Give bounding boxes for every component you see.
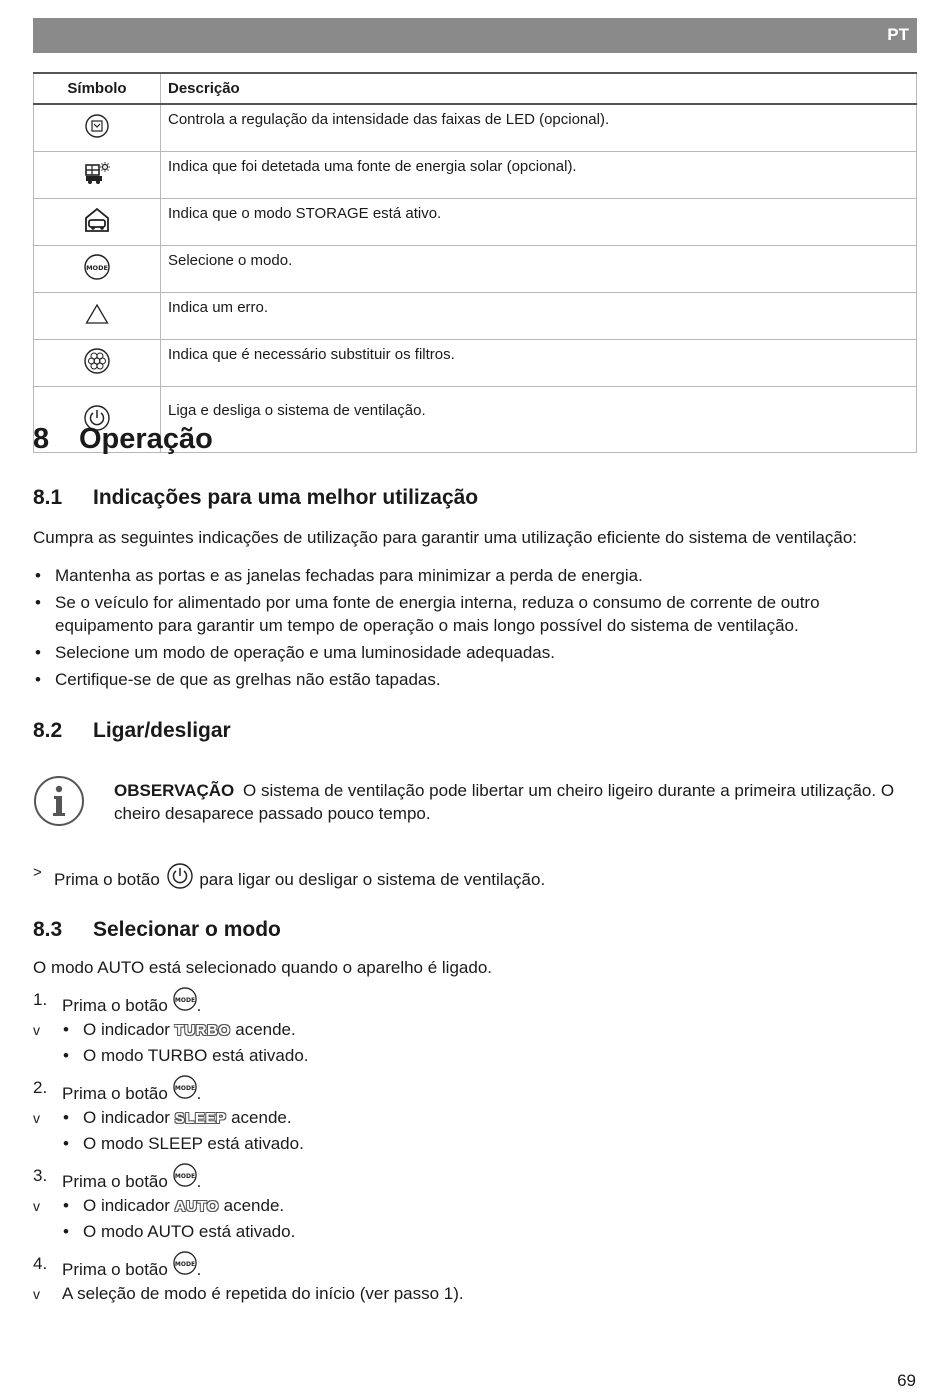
mode-button-icon — [173, 1075, 197, 1104]
list-item: • Certifique-se de que as grelhas não estão tapadas. — [33, 668, 903, 691]
table-cell: Indica um erro. — [161, 293, 917, 340]
indicator-text: O indicador — [83, 1196, 170, 1215]
table-cell: Selecione o modo. — [161, 246, 917, 293]
table-cell: Liga e desliga o sistema de ventilação. — [161, 387, 917, 453]
info-icon — [33, 775, 85, 832]
note-body: O sistema de ventilação pode libertar um cheiro ligeiro durante a primeira utilização. O cheiro desaparece passado pouco tempo. — [114, 781, 895, 823]
repeat-result-text: A seleção de modo é repetida do início (ver passo 1). — [62, 1284, 464, 1303]
section-8-1-intro: Cumpra as seguintes indicações de utilização para garantir uma utilização eficiente do sistema de ventilação: — [33, 528, 858, 547]
mode-button-icon — [84, 254, 110, 284]
solar-vehicle-icon — [84, 161, 110, 189]
mode-icon-label: MODE — [174, 1172, 195, 1180]
section-number: 8.3 — [33, 918, 63, 941]
col-description-header: Descrição — [161, 73, 917, 104]
result-marker: v — [33, 1110, 40, 1126]
bullet: • — [63, 1196, 69, 1215]
section-title: Selecionar o modo — [93, 918, 281, 941]
list-item: • Mantenha as portas e as janelas fechadas para minimizar a perda de energia. — [33, 564, 903, 587]
action-text-after: para ligar ou desligar o sistema de ventilação. — [199, 869, 546, 889]
mode-button-icon — [173, 1251, 197, 1280]
section-number: 8.2 — [33, 719, 63, 742]
step-text: Prima o botão — [62, 1084, 168, 1103]
step-number: 2. — [33, 1078, 48, 1097]
turbo-indicator-icon: TURBO — [174, 1022, 231, 1039]
symbol-table — [33, 72, 917, 453]
power-action — [33, 864, 913, 890]
section-8-2-heading — [33, 719, 231, 743]
mode-button-icon — [173, 987, 197, 1016]
page-number: 69 — [897, 1371, 916, 1390]
table-row — [34, 246, 917, 293]
bullet: • — [63, 1108, 69, 1127]
usage-bullet-list — [33, 564, 903, 695]
storage-mode-icon — [84, 207, 110, 237]
step-text: Prima o botão — [62, 996, 168, 1015]
section-number: 8.1 — [33, 486, 63, 509]
mode-icon-label: MODE — [174, 996, 195, 1004]
section-title: Operação — [79, 423, 213, 455]
table-row — [34, 199, 917, 246]
section-8-3-intro: O modo AUTO está selecionado quando o aparelho é ligado. — [33, 958, 492, 977]
led-dimmer-icon — [85, 114, 109, 142]
note-label: OBSERVAÇÃO — [114, 781, 235, 800]
mode-active-text: O modo SLEEP está ativado. — [83, 1134, 304, 1153]
step-number: 1. — [33, 990, 48, 1009]
step-number: 4. — [33, 1254, 48, 1273]
step-text: Prima o botão — [62, 1260, 168, 1279]
mode-active-text: O modo AUTO está ativado. — [83, 1222, 296, 1241]
filter-icon — [84, 348, 110, 378]
lights-text: acende. — [223, 1196, 285, 1215]
header-bar — [33, 18, 917, 53]
result-marker: v — [33, 1198, 40, 1214]
col-symbol-header: Símbolo — [34, 73, 161, 104]
result-marker: v — [33, 1022, 40, 1038]
step-period: . — [196, 1260, 202, 1279]
table-row — [34, 340, 917, 387]
mode-icon-label: MODE — [174, 1260, 195, 1268]
mode-icon-label: MODE — [86, 264, 108, 272]
action-text-before: Prima o botão — [54, 869, 160, 889]
table-cell: Controla a regulação da intensidade das faixas de LED (opcional). — [161, 104, 917, 152]
lights-text: acende. — [235, 1020, 296, 1039]
bullet: • — [63, 1046, 69, 1065]
sleep-indicator-icon: SLEEP — [174, 1110, 227, 1127]
table-header-row — [34, 73, 917, 104]
language-code: PT — [887, 25, 909, 44]
indicator-text: O indicador — [83, 1108, 170, 1127]
table-cell: Indica que o modo STORAGE está ativo. — [161, 199, 917, 246]
mode-icon-label: MODE — [174, 1084, 195, 1092]
mode-button-icon — [173, 1163, 197, 1192]
note-text — [114, 779, 914, 825]
list-item: • Selecione um modo de operação e uma luminosidade adequadas. — [33, 641, 903, 664]
table-cell: Indica que é necessário substituir os filtros. — [161, 340, 917, 387]
power-icon — [167, 863, 193, 894]
section-title: Ligar/desligar — [93, 719, 231, 742]
auto-indicator-icon: AUTO — [174, 1198, 219, 1215]
section-number: 8 — [33, 423, 50, 455]
result-marker: v — [33, 1286, 40, 1302]
section-8-3-heading — [33, 918, 281, 942]
step-text: Prima o botão — [62, 1172, 168, 1191]
step-period: . — [196, 1084, 202, 1103]
section-8-heading — [33, 423, 213, 456]
warning-triangle-icon — [85, 303, 109, 329]
bullet: • — [63, 1134, 69, 1153]
bullet: • — [63, 1222, 69, 1241]
section-title: Indicações para uma melhor utilização — [93, 486, 479, 509]
step-period: . — [196, 996, 202, 1015]
table-row — [34, 293, 917, 340]
table-cell: Indica que foi detetada uma fonte de energia solar (opcional). — [161, 152, 917, 199]
step-period: . — [196, 1172, 202, 1191]
section-8-1-heading — [33, 486, 478, 510]
step-number: 3. — [33, 1166, 48, 1185]
indicator-text: O indicador — [83, 1020, 170, 1039]
mode-active-text: O modo TURBO está ativado. — [83, 1046, 309, 1065]
table-row — [34, 104, 917, 152]
table-row — [34, 152, 917, 199]
action-arrow: > — [33, 864, 42, 881]
bullet: • — [63, 1020, 69, 1039]
lights-text: acende. — [231, 1108, 292, 1127]
list-item: • Se o veículo for alimentado por uma fonte de energia interna, reduza o consumo de corrente de outro equipamento para garantir um tempo de operação o mais longo possível do sistema de ventilação. — [33, 591, 903, 637]
